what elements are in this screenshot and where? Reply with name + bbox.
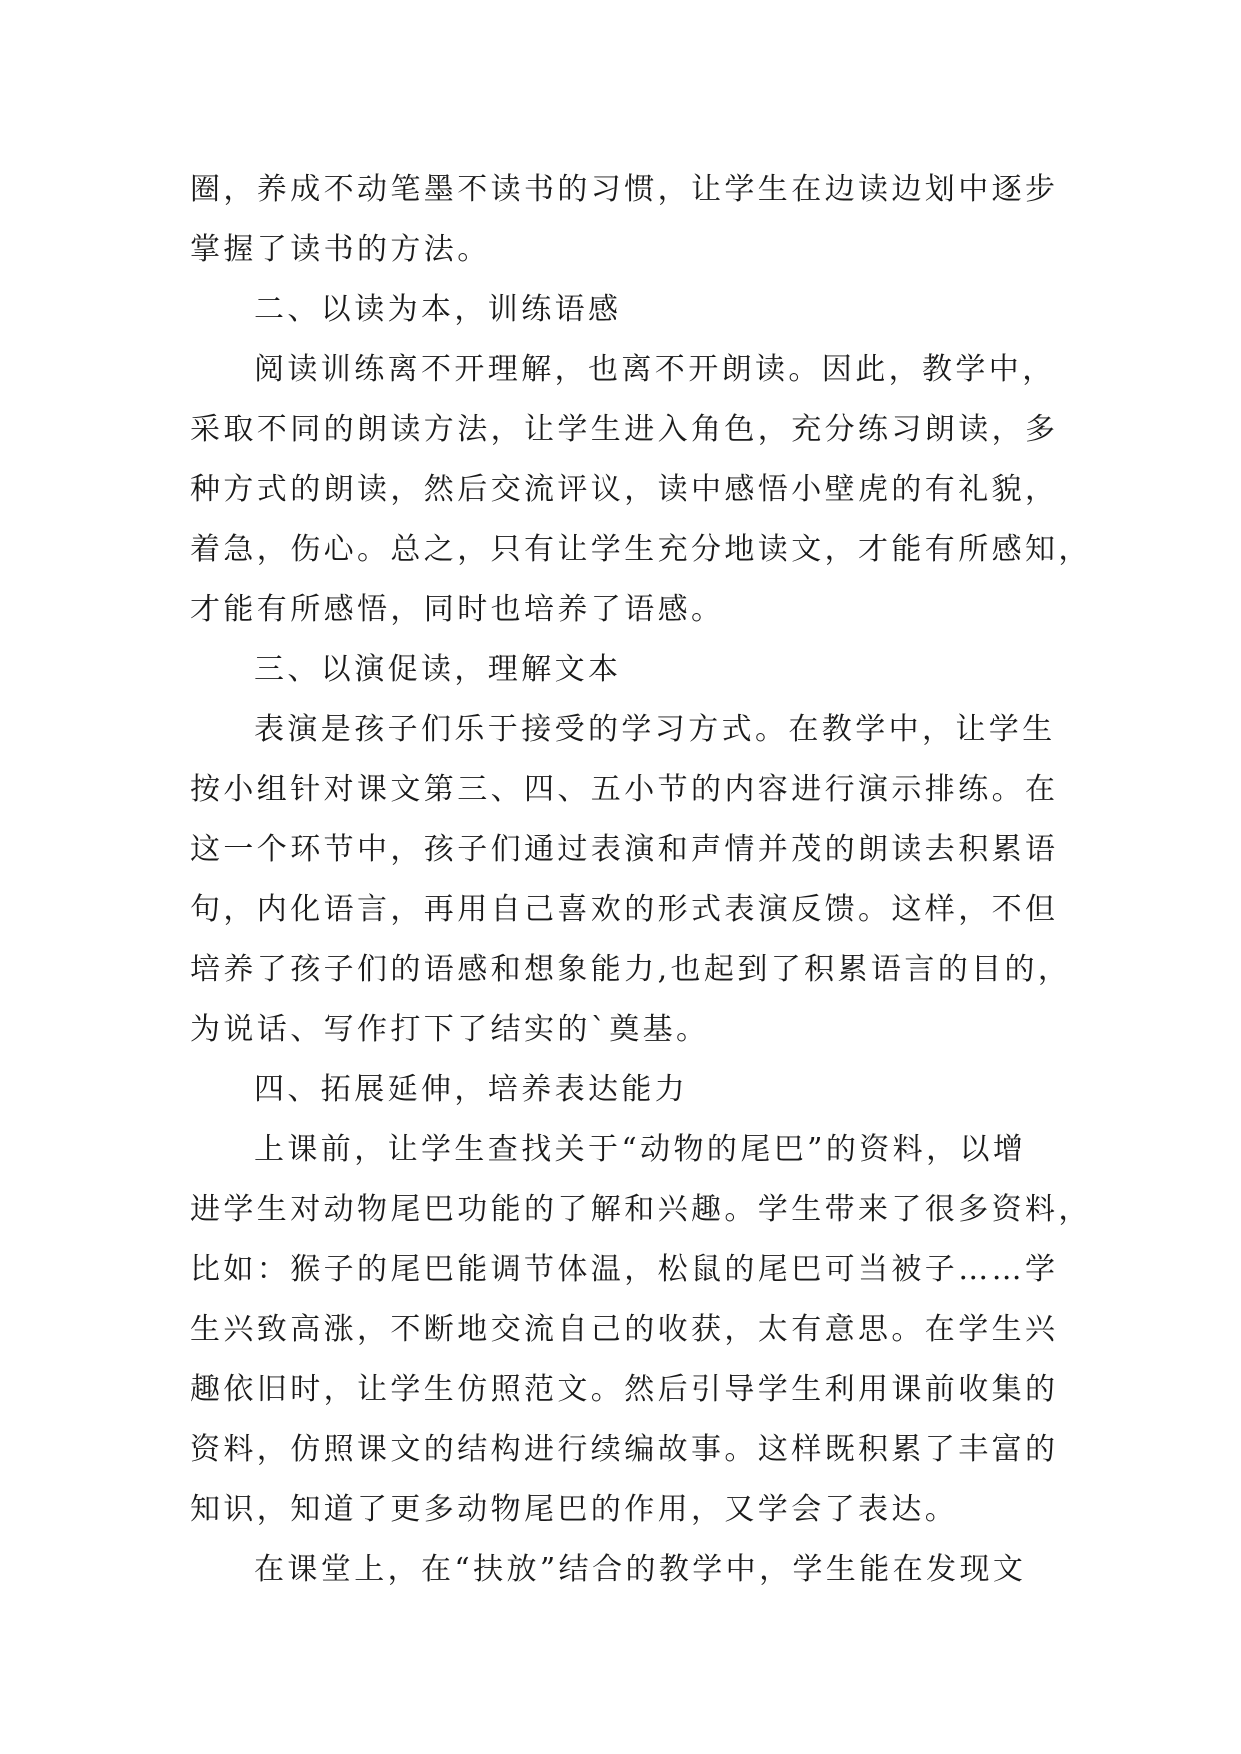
text-line: 种方式的朗读，然后交流评议，读中感悟小壁虎的有礼貌， xyxy=(190,472,1059,507)
text-line: 知识，知道了更多动物尾巴的作用，又学会了表达。 xyxy=(190,1492,959,1527)
text-line: 表演是孩子们乐于接受的学习方式。在教学中，让学生 xyxy=(254,712,1056,747)
document-body xyxy=(190,160,1092,1600)
text-line: 按小组针对课文第三、四、五小节的内容进行演示排练。在 xyxy=(190,772,1059,807)
section-heading: 三、以演促读，理解文本 xyxy=(254,652,622,687)
text-line: 这一个环节中，孩子们通过表演和声情并茂的朗读去积累语 xyxy=(190,832,1059,867)
section-heading: 二、以读为本，训练语感 xyxy=(254,292,622,327)
text-line: 着急，伤心。总之，只有让学生充分地读文，才能有所感知， xyxy=(190,532,1092,567)
text-line: 掌握了读书的方法。 xyxy=(190,232,491,267)
text-line: 采取不同的朗读方法，让学生进入角色，充分练习朗读，多 xyxy=(190,412,1059,447)
text-line: 培养了孩子们的语感和想象能力,也起到了积累语言的目的， xyxy=(190,952,1072,987)
text-line: 比如：猴子的尾巴能调节体温，松鼠的尾巴可当被子……学 xyxy=(190,1252,1059,1287)
text-line: 上课前，让学生查找关于“动物的尾巴”的资料，以增 xyxy=(254,1132,1027,1167)
text-line: 进学生对动物尾巴功能的了解和兴趣。学生带来了很多资料， xyxy=(190,1192,1092,1227)
text-line: 才能有所感悟，同时也培养了语感。 xyxy=(190,592,725,627)
text-line: 趣依旧时，让学生仿照范文。然后引导学生利用课前收集的 xyxy=(190,1372,1059,1407)
section-heading: 四、拓展延伸，培养表达能力 xyxy=(254,1072,689,1107)
text-line: 在课堂上，在“扶放”结合的教学中，学生能在发现文 xyxy=(254,1552,1027,1587)
text-line: 阅读训练离不开理解，也离不开朗读。因此，教学中， xyxy=(254,352,1056,387)
text-line: 资料，仿照课文的结构进行续编故事。这样既积累了丰富的 xyxy=(190,1432,1059,1467)
text-line: 生兴致高涨，不断地交流自己的收获，太有意思。在学生兴 xyxy=(190,1312,1059,1347)
text-line: 句，内化语言，再用自己喜欢的形式表演反馈。这样，不但 xyxy=(190,892,1059,927)
text-line: 圈，养成不动笔墨不读书的习惯，让学生在边读边划中逐步 xyxy=(190,172,1059,207)
text-line: 为说话、写作打下了结实的`奠基。 xyxy=(190,1012,710,1047)
